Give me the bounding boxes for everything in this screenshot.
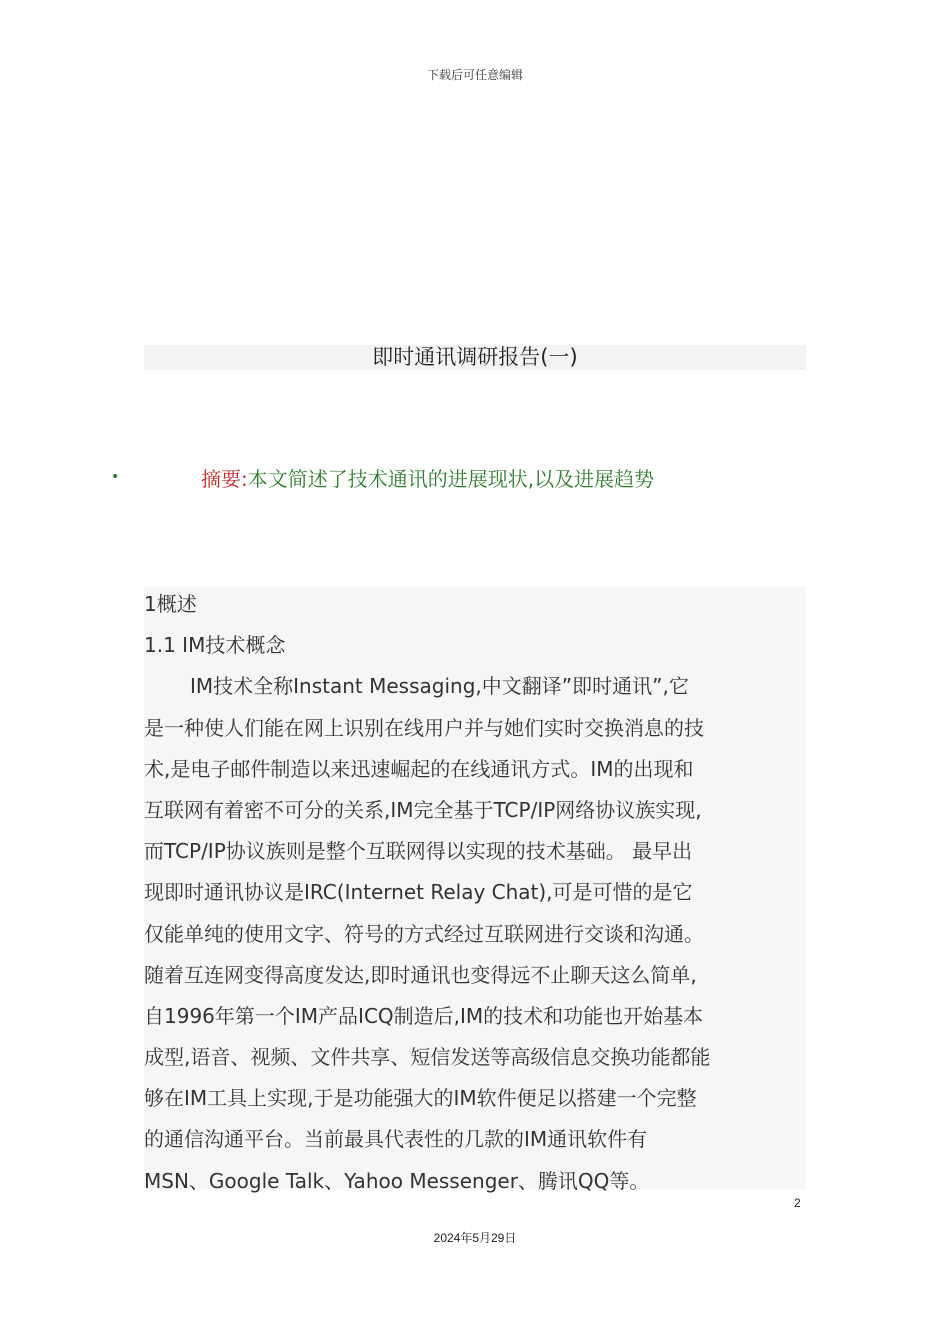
paragraph-line: 仅能单纯的使用文字、符号的方式经过互联网进行交谈和沟通。 bbox=[144, 921, 704, 946]
document-title: 即时通讯调研报告(一) bbox=[372, 345, 578, 369]
paragraph-line: 够在IM工具上实现,于是功能强大的IM软件便足以搭建一个完整 bbox=[144, 1086, 697, 1111]
paragraph-line: 而TCP/IP协议族则是整个互联网得以实现的技术基础。 最早出 bbox=[144, 839, 693, 864]
page-number: 2 bbox=[794, 1196, 801, 1210]
paragraph-line: MSN、Google Talk、Yahoo Messenger、腾讯QQ等。 bbox=[144, 1168, 650, 1193]
subsection-heading: 1.1 IM技术概念 bbox=[144, 633, 286, 658]
bullet-dot-icon: • bbox=[111, 469, 120, 485]
paragraph-line: 成型,语音、视频、文件共享、短信发送等高级信息交换功能都能 bbox=[144, 1045, 711, 1070]
paragraph-line: 现即时通讯协议是IRC(Internet Relay Chat),可是可惜的是它 bbox=[144, 880, 693, 905]
body-text bbox=[144, 584, 806, 1202]
abstract-label: 摘要: bbox=[201, 467, 248, 491]
paragraph-line: IM技术全称Instant Messaging,中文翻译”即时通讯”,它 bbox=[190, 674, 689, 699]
footer-date: 2024年5月29日 bbox=[433, 1231, 517, 1245]
paragraph-line: 随着互连网变得高度发达,即时通讯也变得远不止聊天这么简单, bbox=[144, 962, 697, 987]
paragraph-line: 的通信沟通平台。当前最具代表性的几款的IM通讯软件有 bbox=[144, 1127, 648, 1152]
abstract-text: 本文简述了技术通讯的进展现状,以及进展趋势 bbox=[247, 467, 655, 491]
abstract-line bbox=[201, 464, 654, 494]
paragraph-line: 是一种使人们能在网上识别在线用户并与她们实时交换消息的技 bbox=[144, 715, 704, 740]
header-note: 下载后可任意编辑 bbox=[426, 68, 523, 82]
paragraph-line: 术,是电子邮件制造以来迅速崛起的在线通讯方式。IM的出现和 bbox=[144, 756, 694, 781]
paragraph-line: 自1996年第一个IM产品ICQ制造后,IM的技术和功能也开始基本 bbox=[144, 1003, 704, 1028]
section-heading: 1概述 bbox=[144, 592, 197, 616]
paragraph-line: 互联网有着密不可分的关系,IM完全基于TCP/IP网络协议族实现, bbox=[144, 797, 702, 822]
